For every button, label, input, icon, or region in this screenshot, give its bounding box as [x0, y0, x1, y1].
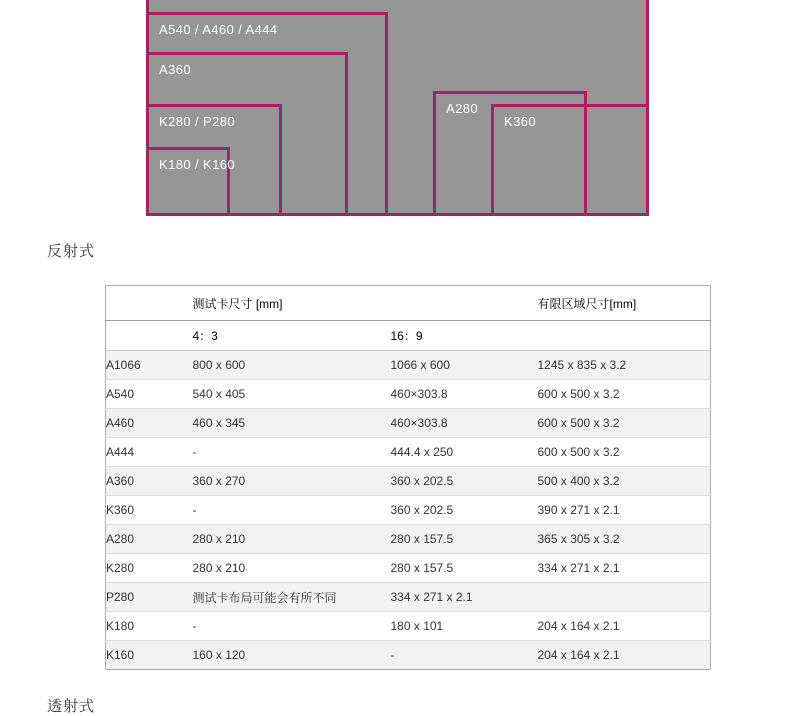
model-cell: K360: [106, 496, 193, 525]
table-subheader-row: [106, 321, 711, 351]
test-card-size-diagram: [146, 0, 649, 216]
limited-area-cell: 1245 x 835 x 3.2: [538, 351, 711, 380]
size-4-3-cell: -: [193, 612, 391, 641]
size-4-3-cell: 280 x 210: [193, 554, 391, 583]
diagram-label: A360: [159, 62, 191, 77]
table-row: [106, 525, 711, 554]
model-cell: A460: [106, 409, 193, 438]
limited-area-cell: 500 x 400 x 3.2: [538, 467, 711, 496]
model-cell: K180: [106, 612, 193, 641]
size-4-3-cell: 160 x 120: [192, 648, 246, 662]
table-row: [106, 496, 711, 525]
table-row: [106, 583, 711, 612]
diagram-rect-k180-k160: [146, 147, 235, 216]
section-title-reflective: 反射式: [47, 243, 96, 260]
limited-area-cell: [538, 583, 711, 612]
model-cell: A540: [106, 380, 193, 409]
size-16-9-cell: 280 x 157.5: [391, 525, 538, 554]
limited-area-cell: 600 x 500 x 3.2: [538, 409, 711, 438]
size-4-3-cell: 360 x 270: [193, 467, 391, 496]
table-row: [106, 409, 711, 438]
table-row: [106, 641, 711, 670]
table-row: [106, 467, 711, 496]
limited-area-cell: 204 x 164 x 2.1: [537, 648, 620, 662]
size-4-3-cell: 540 x 405: [193, 380, 391, 409]
subheader-empty-cell: [106, 321, 193, 351]
table-row: [106, 438, 711, 467]
model-cell: P280: [106, 583, 193, 612]
table-row: [106, 554, 711, 583]
limited-area-cell: 204 x 164 x 2.1: [538, 612, 711, 641]
size-16-9-cell: 180 x 101: [391, 612, 538, 641]
diagram-label: A280: [446, 101, 478, 116]
limited-area-cell: 600 x 500 x 3.2: [538, 438, 711, 467]
size-4-3-cell: -: [193, 496, 391, 525]
size-4-3-cell: 460 x 345: [193, 409, 391, 438]
model-cell: A360: [106, 467, 193, 496]
model-cell: K280: [106, 554, 193, 583]
subheader-4-3: 4：3: [193, 321, 391, 351]
diagram-label: A540 / A460 / A444: [159, 22, 278, 37]
subheader-16-9: 16：9: [391, 321, 538, 351]
size-4-3-cell: 800 x 600: [193, 351, 391, 380]
size-16-9-cell: 360 x 202.5: [391, 467, 538, 496]
size-16-9-cell: 460×303.8: [391, 380, 538, 409]
diagram-label: K180 / K160: [159, 157, 235, 172]
table-row: [106, 612, 711, 641]
model-cell: K160: [106, 648, 135, 662]
header-empty-cell: [106, 286, 193, 321]
size-4-3-cell: -: [193, 438, 391, 467]
size-16-9-cell: 280 x 157.5: [391, 554, 538, 583]
limited-area-cell: 365 x 305 x 3.2: [538, 525, 711, 554]
model-cell: A280: [106, 525, 193, 554]
limited-area-cell: 390 x 271 x 2.1: [538, 496, 711, 525]
size-16-9-cell: 334 x 271 x 2.1: [391, 583, 538, 612]
size-16-9-cell: -: [390, 648, 395, 662]
size-4-3-cell: 测试卡布局可能会有所不同: [193, 583, 391, 612]
limited-area-cell: 600 x 500 x 3.2: [538, 380, 711, 409]
model-cell: A444: [106, 438, 193, 467]
size-16-9-cell: 444.4 x 250: [391, 438, 538, 467]
diagram-rect-k360: [491, 104, 649, 216]
size-16-9-cell: 1066 x 600: [391, 351, 538, 380]
subheader-empty-cell: [538, 321, 711, 351]
model-cell: A1066: [106, 351, 193, 380]
diagram-label: K360: [504, 114, 536, 129]
section-title-clipped: 透射式: [47, 698, 96, 715]
limited-area-cell: 334 x 271 x 2.1: [538, 554, 711, 583]
size-16-9-cell: 360 x 202.5: [391, 496, 538, 525]
table-row: [106, 380, 711, 409]
size-16-9-cell: 460×303.8: [391, 409, 538, 438]
header-limited-area-size: 有限区域尺寸[mm]: [538, 286, 711, 321]
size-4-3-cell: 280 x 210: [193, 525, 391, 554]
diagram-label: K280 / P280: [159, 114, 235, 129]
spec-table: [105, 285, 711, 670]
table-row: [106, 351, 711, 380]
header-test-card-size: 测试卡尺寸 [mm]: [193, 286, 538, 321]
table-header-group-row: [106, 286, 711, 321]
